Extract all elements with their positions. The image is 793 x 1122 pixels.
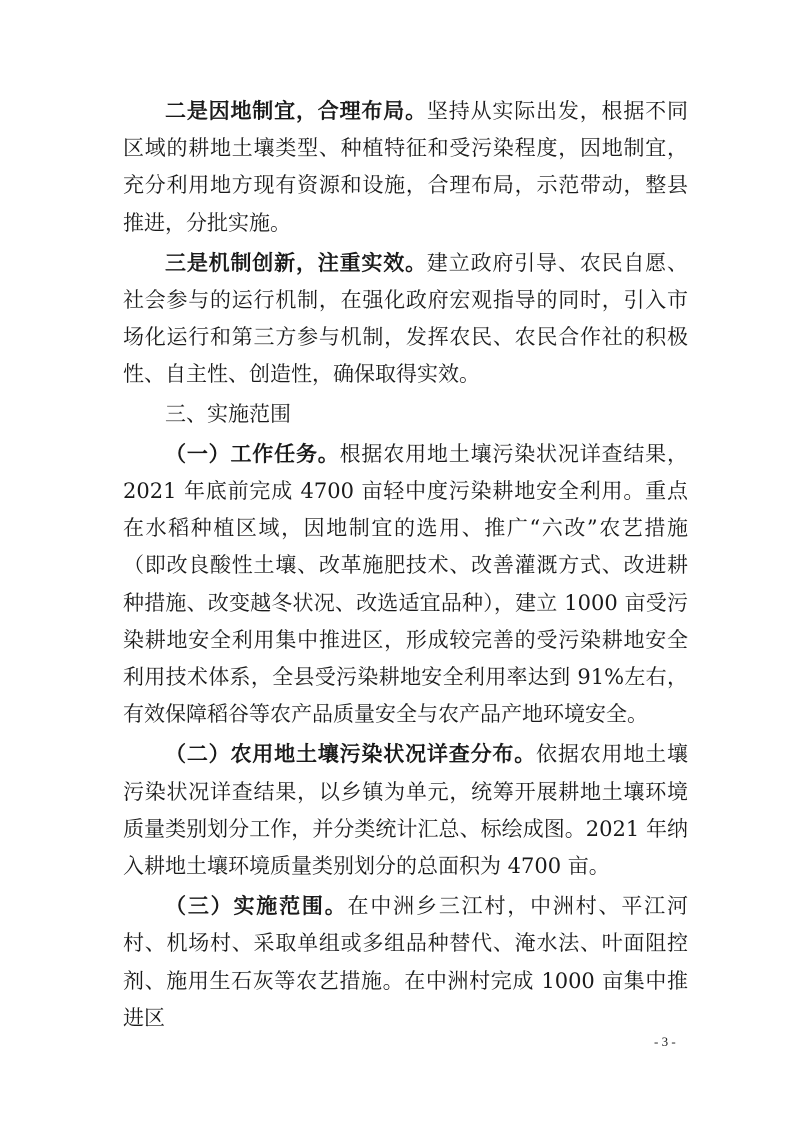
paragraph-lead: （二）农用地土壤污染状况详查分布。 (165, 741, 537, 767)
paragraph-survey-distribution (123, 735, 688, 885)
paragraph-lead: （三）实施范围。 (165, 893, 348, 919)
paragraph-work-tasks (123, 435, 688, 734)
paragraph-lead: （一）工作任务。 (165, 440, 340, 466)
section-heading (123, 396, 688, 433)
paragraph-lead: 三是机制创新，注重实效。 (165, 249, 427, 275)
paragraph-principle-two (123, 92, 688, 242)
document-body (123, 92, 688, 1037)
paragraph-principle-three (123, 244, 688, 394)
paragraph-text: 依据农用地土壤污染状况详查结果，以乡镇为单元，统筹开展耕地土壤环境质量类别划分工作，并分类统计汇总、标绘成图。2021 年纳入耕地土壤环境质量类别划分的总面积为 4700 亩。 (123, 742, 689, 879)
paragraph-text: 在中洲乡三江村，中洲村、平江河村、机场村、采取单组或多组品种替代、淹水法、叶面阻控剂、施用生石灰等农艺措施。在中洲村完成 1000 亩集中推进区 (123, 894, 689, 1030)
paragraph-text: 坚持从实际出发，根据不同区域的耕地土壤类型、种植特征和受污染程度，因地制宜，充分利用地方现有资源和设施，合理布局，示范带动，整县推进，分批实施。 (123, 99, 689, 235)
paragraph-implementation-scope (123, 887, 688, 1037)
paragraph-text: 建立政府引导、农民自愿、社会参与的运行机制，在强化政府宏观指导的同时，引入市场化运行和第三方参与机制，发挥农民、农民合作社的积极性、自主性、创造性，确保取得实效。 (123, 250, 689, 387)
section-heading-text: 三、实施范围 (165, 401, 291, 426)
paragraph-text: 根据农用地土壤污染状况详查结果，2021 年底前完成 4700 亩轻中度污染耕地安全利用。重点在水稻种植区域，因地制宜的选用、推广“六改”农艺措施（即改良酸性土壤、改革施肥技术、改善灌溉方式、改进耕种措施、改变越冬状况、改选适宜品种），建立 1000 亩受污染耕地安全利用集中推进区，形成较完善的受污染耕地安全利用技术体系，全县受污染耕地安全利用率达到 91%左右，有效保障稻谷等农产品质量安全与农产品产地环境安全。 (123, 441, 688, 727)
page-number: - 3 - (654, 1034, 676, 1049)
paragraph-lead: 二是因地制宜，合理布局。 (165, 98, 427, 123)
